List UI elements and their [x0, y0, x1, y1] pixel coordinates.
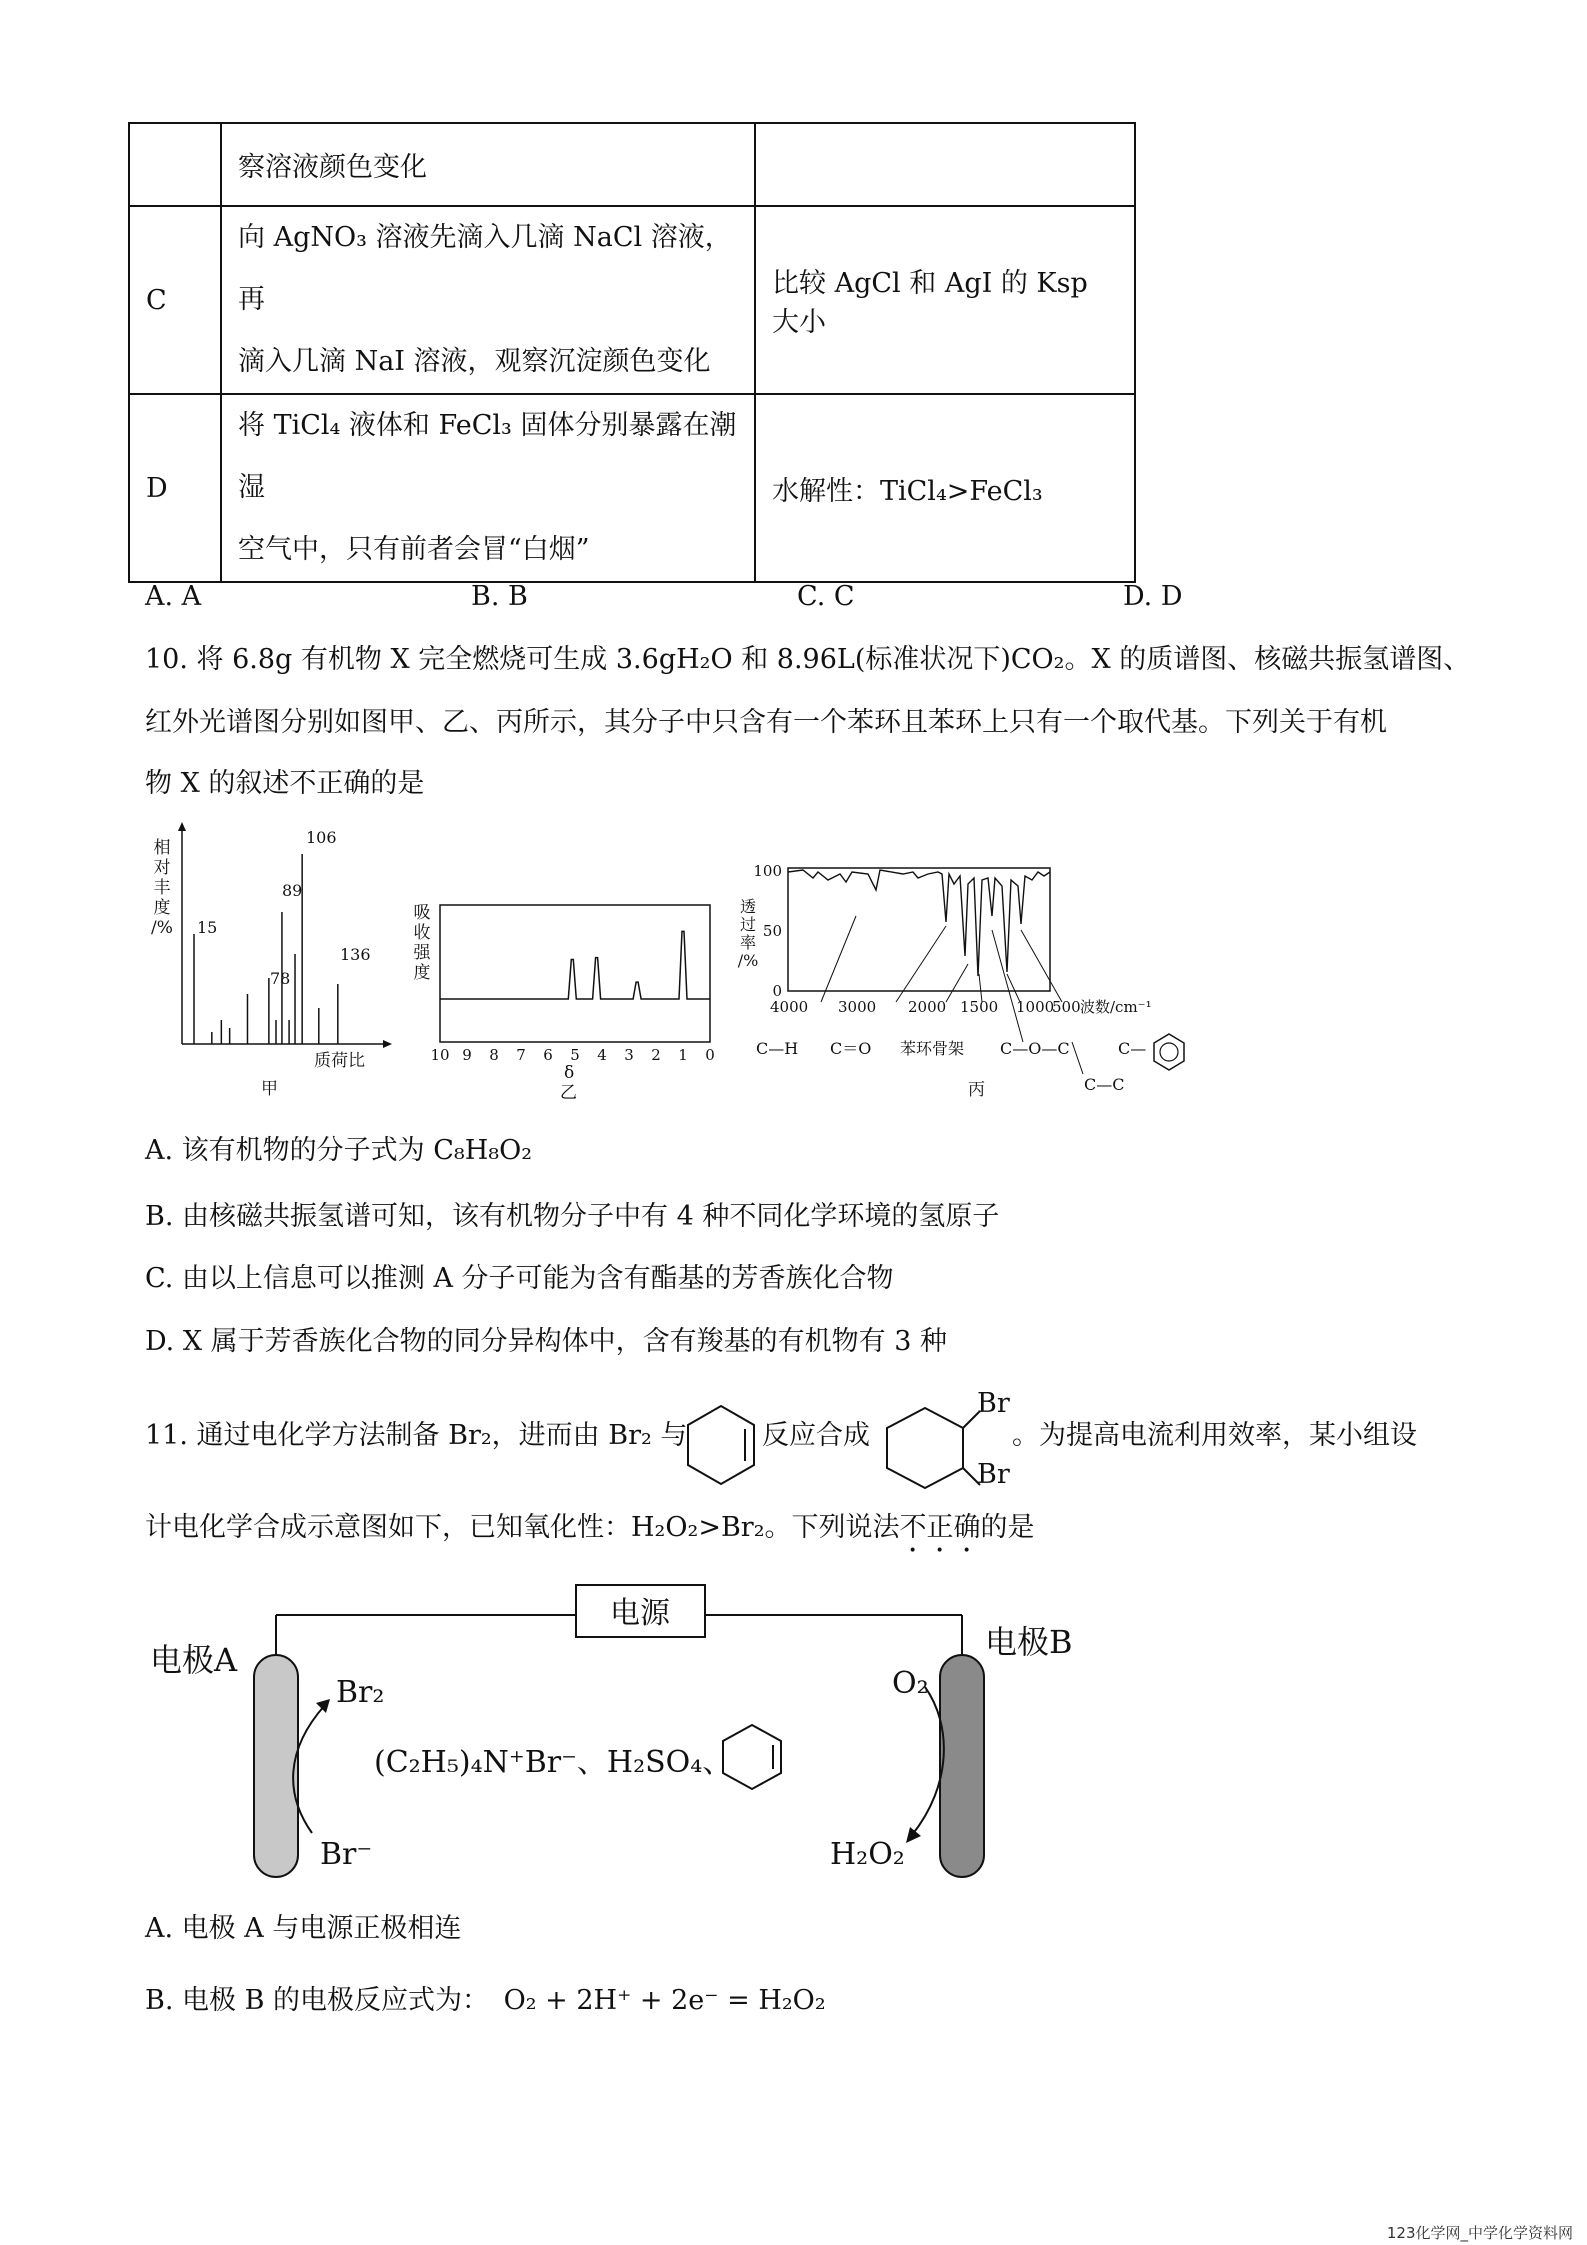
peak-label: 78 — [270, 969, 291, 988]
page-footer: 123化学网_中学化学资料网 — [1386, 2224, 1573, 2242]
cyclohexene-structure — [682, 1400, 760, 1490]
q11-stem-part: 。为提高电流利用效率，某小组设 — [1012, 1420, 1417, 1451]
axis-label-char: 相 — [153, 838, 171, 858]
peak-label: 136 — [340, 945, 371, 964]
peak-label: 89 — [282, 881, 303, 900]
table-row — [129, 206, 1135, 394]
table-row — [129, 394, 1135, 582]
o2-label: O₂ — [892, 1666, 929, 1701]
q10-option-b: B. 由核磁共振氢谱可知，该有机物分子中有 4 种不同化学环境的氢原子 — [145, 1201, 1000, 1232]
table-cell — [221, 394, 755, 582]
q11-stem-emphasis: 不正确 — [899, 1512, 981, 1543]
electrode-equation: O₂ + 2H⁺ + 2e⁻ = H₂O₂ — [503, 1985, 826, 2016]
axis-label-char: /% — [151, 918, 173, 938]
ir-ytick: 0 — [772, 982, 782, 1000]
axis-label-char: /% — [737, 951, 759, 970]
nmr-tick: 0 — [705, 1046, 715, 1064]
ir-xtick: 1500 — [960, 998, 999, 1016]
table-cell: 水解性：TiCl₄>FeCl₃ — [755, 394, 1135, 582]
nmr-ylabel — [414, 903, 432, 983]
table-cell: C — [129, 206, 221, 394]
ir-bond-label: C—O—C — [1000, 1039, 1070, 1058]
q11-stem-text: 的是 — [980, 1512, 1035, 1543]
q11-stem-part: 11. 通过电化学方法制备 Br₂，进而由 Br₂ 与 — [145, 1420, 688, 1451]
q9-option-c: C. C — [797, 581, 855, 612]
nmr-tick: 4 — [597, 1046, 607, 1064]
electrode-b — [940, 1655, 984, 1877]
br-minus-label: Br⁻ — [320, 1837, 373, 1872]
y-axis-arrow — [178, 822, 186, 831]
ir-bond-label: 苯环骨架 — [900, 1039, 965, 1058]
table-cell — [755, 123, 1135, 206]
table-cell — [221, 123, 755, 206]
q10-stem-line: 红外光谱图分别如图甲、乙、丙所示，其分子中只含有一个苯环且苯环上只有一个取代基。下列关于有机 — [145, 707, 1387, 738]
axis-label-char: 度 — [153, 898, 171, 918]
nmr-tick: 3 — [624, 1046, 634, 1064]
bromine-label: Br — [977, 1459, 1010, 1490]
table-cell: 比较 AgCl 和 AgI 的 Ksp 大小 — [755, 206, 1135, 394]
nmr-tick-labels — [430, 1046, 714, 1064]
axis-label-char: 强 — [413, 943, 431, 963]
q11-stem-text: 计电化学合成示意图如下，已知氧化性：H₂O₂>Br₂。下列说法 — [145, 1512, 900, 1543]
electrode-a — [254, 1655, 298, 1877]
figure-caption: 乙 — [560, 1083, 577, 1100]
q10-option-a: A. 该有机物的分子式为 C₈H₈O₂ — [145, 1135, 533, 1166]
table-cell-text: 空气中，只有前者会冒“白烟” — [238, 534, 590, 565]
axis-label-char: 透 — [739, 897, 757, 916]
ir-ytick: 100 — [753, 862, 782, 880]
mass-spectrum-figure — [148, 822, 398, 1097]
ir-spectrum-figure — [728, 856, 1248, 1101]
nmr-tick: 9 — [462, 1046, 472, 1064]
nmr-tick: 1 — [678, 1046, 688, 1064]
arrow-head — [316, 1699, 330, 1713]
power-source-label: 电源 — [610, 1596, 670, 1631]
q10-option-d: D. X 属于芳香族化合物的同分异构体中，含有羧基的有机物有 3 种 — [145, 1326, 947, 1357]
table-cell — [129, 123, 221, 206]
cyclohexane-ring-icon — [887, 1408, 963, 1488]
mass-spectrum-ylabel — [151, 838, 173, 938]
axis-label-char: 度 — [413, 963, 431, 983]
nmr-xlabel: δ — [564, 1063, 575, 1083]
q9-option-b: B. B — [471, 581, 528, 612]
ir-xtick: 1000 — [1016, 998, 1055, 1016]
ir-xtick: 3000 — [838, 998, 877, 1016]
x-axis-arrow — [383, 1040, 392, 1048]
ir-xtick: 2000 — [908, 998, 947, 1016]
nmr-tick: 7 — [516, 1046, 526, 1064]
ir-xunit: 波数/cm⁻¹ — [1080, 998, 1152, 1016]
table-cell-text: 滴入几滴 NaI 溶液，观察沉淀颜色变化 — [238, 346, 711, 377]
ir-bond-label: C—H — [756, 1039, 799, 1058]
table-cell: D — [129, 394, 221, 582]
experiment-table — [128, 122, 1136, 583]
peak-label: 15 — [197, 918, 218, 937]
table-cell-text: 将 TiCl₄ 液体和 FeCl₃ 固体分别暴露在潮湿 — [238, 410, 737, 503]
benzene-ring-icon — [1154, 1034, 1184, 1070]
nmr-tick: 6 — [543, 1046, 553, 1064]
q11-option-b-text: B. 电极 B 的电极反应式为： — [145, 1985, 490, 2016]
q11-stem-part: 反应合成 — [762, 1420, 870, 1451]
table-cell-text: 察溶液颜色变化 — [238, 152, 427, 183]
table-row — [129, 123, 1135, 206]
nmr-spectrum-figure — [400, 880, 730, 1100]
h2o2-label: H₂O₂ — [830, 1837, 905, 1872]
ir-xtick: 4000 — [770, 998, 809, 1016]
ir-xtick: 500 — [1052, 998, 1081, 1016]
nmr-tick: 2 — [651, 1046, 661, 1064]
q11-stem-line2 — [145, 1512, 1035, 1559]
ir-bond-label: C＝O — [830, 1039, 872, 1058]
table-cell — [221, 206, 755, 394]
figure-caption: 丙 — [968, 1080, 985, 1100]
nmr-tick: 5 — [570, 1046, 580, 1064]
ir-ytick: 50 — [762, 922, 782, 940]
peak-label: 106 — [306, 828, 337, 847]
ir-trace — [788, 870, 1050, 976]
annotation-line — [821, 916, 856, 1002]
axis-label-char: 率 — [739, 933, 757, 952]
electrochemical-cell-diagram — [140, 1575, 1100, 1895]
mass-spectrum-xlabel: 质荷比 — [314, 1051, 365, 1071]
q10-option-c: C. 由以上信息可以推测 A 分子可能为含有酯基的芳香族化合物 — [145, 1263, 894, 1294]
q9-option-a: A. A — [145, 581, 202, 612]
axis-label-char: 收 — [413, 923, 431, 943]
ir-bond-label: C—C — [1084, 1075, 1125, 1094]
ir-substituent-label: C— — [1118, 1039, 1147, 1058]
axis-label-char: 对 — [153, 858, 171, 878]
annotation-line — [946, 964, 968, 1002]
arrow-head — [906, 1827, 921, 1843]
axis-label-char: 吸 — [413, 903, 431, 923]
electrolyte-label: (C₂H₅)₄N⁺Br⁻、H₂SO₄、 — [374, 1745, 733, 1780]
table-cell-text: 向 AgNO₃ 溶液先滴入几滴 NaCl 溶液，再 — [238, 222, 732, 315]
q9-option-d: D. D — [1123, 581, 1183, 612]
aromatic-circle — [1160, 1043, 1178, 1061]
ir-ylabel — [738, 897, 759, 970]
bromine-label: Br — [977, 1388, 1010, 1419]
nmr-tick: 10 — [430, 1046, 450, 1064]
electrode-b-label: 电极B — [985, 1623, 1073, 1661]
q11-option-b — [145, 1985, 826, 2017]
br2-label: Br₂ — [336, 1675, 385, 1710]
axis-label-char: 丰 — [153, 878, 171, 898]
bond-line — [1072, 1042, 1083, 1074]
q10-stem-line: 物 X 的叙述不正确的是 — [145, 768, 425, 799]
q10-stem-line: 10. 将 6.8g 有机物 X 完全燃烧可生成 3.6gH₂O 和 8.96L(标准状况下)CO₂。X 的质谱图、核磁共振氢谱图、 — [145, 644, 1471, 675]
figure-caption: 甲 — [261, 1079, 278, 1097]
q11-option-a: A. 电极 A 与电源正极相连 — [145, 1913, 462, 1944]
electrode-a-label: 电极A — [150, 1641, 238, 1679]
mass-spectrum-peaks — [194, 854, 338, 1044]
nmr-trace — [440, 931, 710, 999]
axis-label-char: 过 — [739, 915, 757, 934]
nmr-tick: 8 — [489, 1046, 499, 1064]
